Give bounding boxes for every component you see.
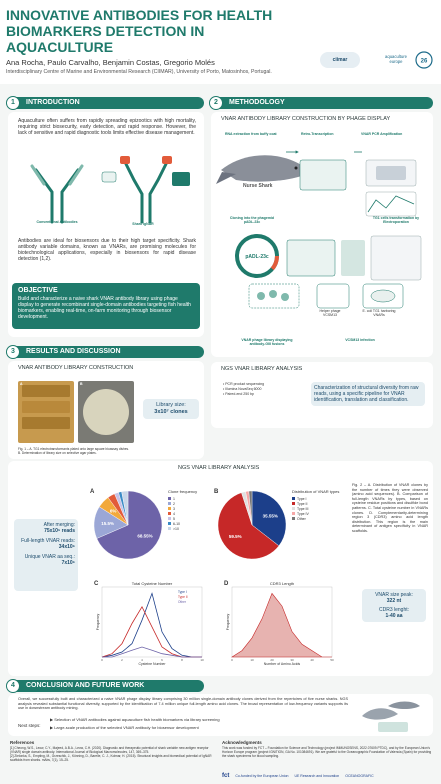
agar-plate-photo bbox=[78, 381, 134, 443]
fish-farm-illustration bbox=[358, 696, 428, 734]
section-number: 4 bbox=[6, 679, 20, 693]
legend-swatch bbox=[168, 502, 171, 505]
references: References [1] Cheong, W.S., Leow, C.Y., Majeed, A.B.A., Leow, C.H. (2020). Diagnostic and therapeutic potential of shark variable new antigen receptor (VNAR) single domain antibody. International Journal of Biological Macromolecules, 147, 369–375. [2] Zielonka, S., Empting, M., Grzeschik, J., Könning, D., Barelle, C. J., Kolmar, H. (2015). Structural insights and biomedical potential of IgNAR scaffolds from sharks. mAbs, 7(1), 15–25. bbox=[10, 740, 212, 762]
methodology-heading: 2 METHODOLOGY bbox=[211, 97, 433, 109]
svg-text:europe: europe bbox=[389, 59, 403, 64]
chart-title: CDR3 Length bbox=[269, 581, 295, 586]
fct-logo: fct bbox=[222, 773, 230, 779]
library-subtitle: VNAR ANTIBODY LIBRARY CONSTRUCTION bbox=[18, 365, 134, 371]
chart-panel-label: B bbox=[214, 489, 219, 495]
antibody-diagram bbox=[22, 152, 192, 224]
intro-heading: 1 INTRODUCTION bbox=[8, 97, 204, 109]
figure1-caption: Fig. 1 – A. TG1 electrotransformants plated onto large square bioassay dishes. B. Determination of library size on selective agar plates. bbox=[18, 447, 130, 455]
legend-label: 4 bbox=[173, 512, 175, 516]
intro-paragraph-1: Aquaculture often suffers from rapidly spreading epizootics with high mortality, requiring strict biosecurity, early detection, and rapid response. However, the lack of sensitive and rapid diagnostic tools limits effective disease management. bbox=[18, 118, 196, 136]
methodology-subtitle: VNAR ANTIBODY LIBRARY CONSTRUCTION BY PHAGE DISPLAY bbox=[221, 116, 391, 122]
acknowledgments: Acknowledgments This work was funded by FCT – Foundation for Science and Technology (project IMMUNOSENS, 2022.07609.PTDC), and by the European Union's Horizon Europe program (project IGNITION, GA No. 101084691). We are grateful to the Oceanographic Foundation of Valencia (Spain) for providing the shark specimens for blood sampling. bbox=[222, 740, 432, 758]
x-tick-label: 50 bbox=[330, 658, 334, 662]
ngs-steps-list bbox=[223, 382, 299, 397]
methodology-flow-bottom bbox=[221, 280, 426, 312]
conclusion-panel bbox=[8, 694, 433, 736]
svg-text:pADL-23c: pADL-23c bbox=[245, 254, 269, 260]
results-heading: 3 RESULTS AND DISCUSSION bbox=[8, 346, 204, 358]
chart-title: Distribution of VNAR types bbox=[292, 489, 340, 494]
ngs-step: • Illumina NovaSeq 6000 bbox=[223, 387, 262, 391]
y-axis-label: Frequency bbox=[96, 613, 100, 631]
legend-label: Type II bbox=[178, 595, 188, 599]
slice-data-label: 15.5% bbox=[101, 520, 115, 526]
shark-ignar-label: Shark IgNAR bbox=[132, 222, 154, 226]
legend-swatch bbox=[292, 512, 295, 515]
intro-paragraph-2: Antibodies are ideal for biosensors due to their high target specificity. Shark antibody variable domains, known as VNARs, are promising molecules for biotechnological applications, especially in biosensors for rapid disease detection (1,2). bbox=[18, 238, 196, 262]
chart-panel-label: D bbox=[224, 581, 229, 587]
methodology-flow-top bbox=[216, 140, 428, 220]
library-size-box: Library size: 3x10⁷ clones bbox=[143, 399, 199, 419]
x-tick-label: 20 bbox=[270, 658, 274, 662]
legend-swatch bbox=[292, 507, 295, 510]
ecoli-label: E. coli TG1 harboring VNARs bbox=[362, 309, 396, 317]
eu-logo: Co-funded by the European Union bbox=[235, 774, 289, 778]
legend-swatch bbox=[168, 507, 171, 510]
slice-data-label: 59.5% bbox=[228, 534, 242, 540]
section-number: 3 bbox=[6, 345, 20, 359]
poster-title: INNOVATIVE ANTIBODIES FOR HEALTH BIOMARKERS DETECTION IN AQUACULTURE bbox=[6, 7, 273, 55]
svg-text:26: 26 bbox=[420, 58, 428, 65]
x-tick-label: 8 bbox=[181, 658, 183, 662]
legend-label: Type IV bbox=[297, 512, 309, 516]
slice-data-label: 68.55% bbox=[137, 533, 153, 539]
chart-title: Clone frequency bbox=[168, 489, 198, 494]
legend-swatch bbox=[292, 517, 295, 520]
ciimar-logo: ciimar bbox=[320, 52, 360, 68]
legend-label: 6-10 bbox=[173, 522, 181, 526]
helper-phage-label: Helper phage VCSM13 bbox=[319, 309, 341, 317]
ngs-step: • Paired-end 250 bp bbox=[223, 392, 255, 396]
ue-research-logo: UE Research and Innovation bbox=[294, 774, 340, 778]
chart-panel-label: A bbox=[90, 489, 95, 495]
legend-label: 2 bbox=[173, 502, 175, 506]
objective-text: Build and characterize a naive shark VNAR antibody library using phage display to generate recombinant single-domain antibodies targeting fish health biomarkers, enabling real-time, on-farm monitoring through biosensor development. bbox=[18, 296, 191, 320]
legend-label: 1 bbox=[173, 497, 175, 501]
x-axis-label: Cysteine Number bbox=[138, 662, 166, 666]
legend-swatch bbox=[292, 502, 295, 505]
vcsm13-infection-label: VCSM13 infection bbox=[345, 338, 375, 342]
authors: Ana Rocha, Paulo Carvalho, Benjamin Costas, Gregorio Molés bbox=[6, 58, 215, 67]
conventional-antibodies-label: Conventional Antibodies bbox=[36, 220, 78, 224]
x-tick-label: 30 bbox=[290, 658, 294, 662]
chart-panel-label: C bbox=[94, 581, 99, 587]
x-tick-label: 0 bbox=[101, 658, 103, 662]
objective-title: OBJECTIVE bbox=[18, 287, 58, 294]
objective-box bbox=[12, 283, 200, 329]
fig1a-label: A bbox=[20, 382, 23, 386]
library-panel bbox=[8, 361, 204, 459]
slice-data-label: 6% bbox=[109, 508, 117, 514]
conclusion-text: Overall, we successfully built and characterized a naive VNAR phage display library comprising 30 million single-domain antibody clones derived from the repertoires of five nurse sharks. NGS analysis revealed substantial functional diversity, supported by the identification of 7.4 million unique full-length amino acid clones. The broad representation of low-frequency variants supports its use in downstream antibody mining. bbox=[18, 697, 348, 711]
header bbox=[0, 0, 441, 84]
next-step: ▶ Selection of VNAR antibodies against aquaculture fish health biomarkers via library screening bbox=[50, 717, 220, 722]
ngs-method-panel bbox=[211, 362, 433, 428]
fig1b-label: B bbox=[80, 382, 83, 386]
x-tick-label: 2 bbox=[121, 658, 123, 662]
step-pcr-amplification: VNAR PCR Amplification bbox=[361, 132, 403, 136]
ngs-method-title: NGS VNAR LIBRARY ANALYSIS bbox=[221, 366, 303, 372]
legend-label: Type I bbox=[297, 497, 307, 501]
legend-label: 3 bbox=[173, 507, 175, 511]
legend-swatch bbox=[168, 512, 171, 515]
ngs-description: Characterization of structural diversity from raw reads, using a specific pipeline for VNAR identification, translation and classification. bbox=[311, 382, 425, 406]
legend-label: Type I bbox=[178, 590, 187, 594]
ngs-step: • PCR product sequencing bbox=[223, 382, 265, 386]
conclusion-heading: 4 CONCLUSION AND FUTURE WORK bbox=[8, 680, 204, 692]
step-retro-transcription: Retro-Transcription bbox=[301, 132, 334, 136]
vnar-size-box: VNAR size peak: 322 nt CDR3 lenght: 1-40 aa bbox=[362, 589, 426, 622]
figure2-caption: Fig. 2 – A. Distribution of VNAR clones by the number of times they were observed (amino acid sequences). B. Comparison of full-length VNARs by types, based on cysteine residue positions and disulfide bond patterns. C. Total cysteine number in VNARs clones. D. Complementarity-determining region 3 (CDR3) amino acid length distribution. This region is the main determinant of antigen specificity in VNAR scaffolds. bbox=[352, 483, 428, 533]
footer-logos bbox=[222, 770, 434, 782]
legend-swatch bbox=[168, 522, 171, 525]
methodology-panel bbox=[211, 112, 433, 357]
slice-data-label: 35.55% bbox=[262, 513, 278, 519]
legend-swatch bbox=[292, 497, 295, 500]
ngs-charts bbox=[84, 477, 344, 673]
section-number: 1 bbox=[6, 96, 20, 110]
next-steps-label: Next steps: bbox=[18, 723, 41, 728]
legend-label: Type II bbox=[297, 502, 308, 506]
x-tick-label: 6 bbox=[161, 658, 163, 662]
y-axis-label: Frequency bbox=[226, 613, 230, 631]
oceanografic-logo: OCEANOGRAFIC bbox=[345, 774, 374, 778]
legend-swatch bbox=[168, 517, 171, 520]
reads-summary-box: After merging: 75x10⁶ reads Full-length VNAR reads: 34x10⁶ Unique VNAR aa seq.: 7x10⁶ bbox=[14, 519, 78, 591]
ngs-results-title: NGS VNAR LIBRARY ANALYSIS bbox=[178, 465, 260, 471]
legend-label: >10 bbox=[173, 527, 179, 531]
legend-label: Other bbox=[297, 517, 306, 521]
step-cloning: Cloning into the phagemid pADL-23c bbox=[229, 216, 275, 224]
ngs-results-panel bbox=[8, 461, 433, 676]
step-electroporation: TG1 cells transformation by Electroporation bbox=[372, 216, 420, 224]
plates-photo bbox=[18, 381, 74, 443]
legend-label: Other bbox=[178, 600, 186, 604]
legend-swatch bbox=[168, 527, 171, 530]
step-rna-extraction: RNA extraction from buffy coat bbox=[225, 132, 277, 136]
legend-label: 5 bbox=[173, 517, 175, 521]
svg-text:aquaculture: aquaculture bbox=[385, 54, 407, 59]
x-axis-label: Number of Amino Acids bbox=[263, 662, 301, 666]
x-tick-label: 0 bbox=[231, 658, 233, 662]
x-tick-label: 40 bbox=[310, 658, 314, 662]
chart-title: Total Cysteine Number bbox=[131, 581, 173, 586]
x-tick-label: 10 bbox=[250, 658, 254, 662]
nurse-shark-label: Nurse Shark bbox=[243, 183, 273, 189]
aquaculture-europe-logo bbox=[378, 50, 434, 70]
aquaculture-europe-logo-mark bbox=[378, 50, 434, 70]
next-step: ▶ Large-scale production of the selected VNAR antibody for biosensor development bbox=[50, 725, 199, 730]
x-tick-label: 10 bbox=[200, 658, 204, 662]
section-number: 2 bbox=[209, 96, 223, 110]
phage-library-label: VNAR phage library displaying antibody-GIII fusions bbox=[241, 338, 293, 346]
next-steps-list bbox=[50, 716, 350, 732]
x-tick-label: 4 bbox=[141, 658, 143, 662]
affiliation: Interdisciplinary Centre of Marine and Environmental Research (CIIMAR), University of Porto, Matosinhos, Portugal. bbox=[6, 69, 272, 75]
legend-swatch bbox=[168, 497, 171, 500]
legend-label: Type III bbox=[297, 507, 309, 511]
